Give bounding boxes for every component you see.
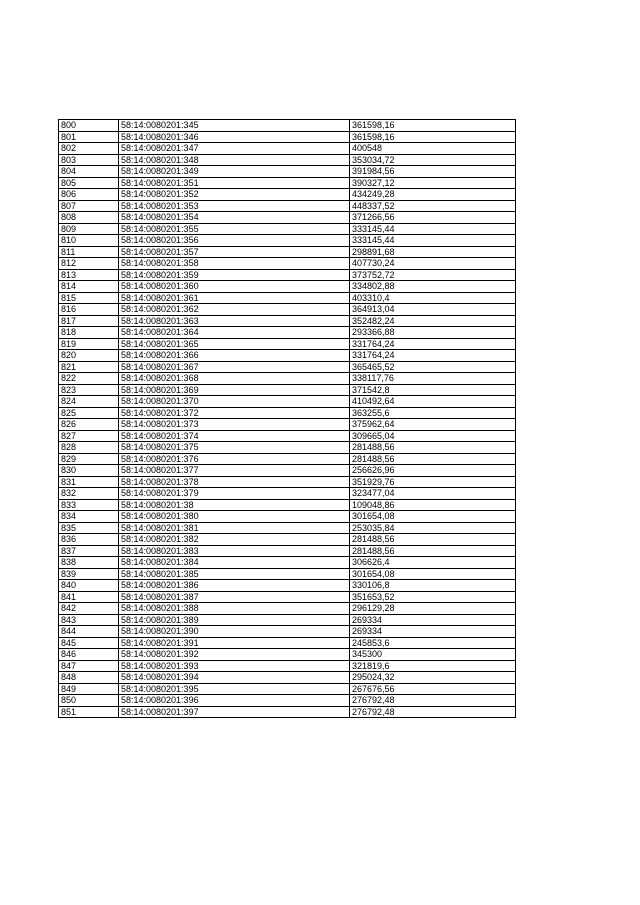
value-cell: 403310,4: [350, 292, 516, 304]
value-cell: 391984,56: [350, 166, 516, 178]
value-cell: 309665,04: [350, 430, 516, 442]
cadastral-number-cell: 58:14:0080201:353: [119, 200, 350, 212]
cadastral-number-cell: 58:14:0080201:382: [119, 534, 350, 546]
row-number-cell: 811: [59, 246, 119, 258]
row-number-cell: 832: [59, 488, 119, 500]
cadastral-number-cell: 58:14:0080201:364: [119, 327, 350, 339]
cadastral-number-cell: 58:14:0080201:358: [119, 258, 350, 270]
row-number-cell: 820: [59, 350, 119, 362]
row-number-cell: 800: [59, 120, 119, 132]
table-row: [59, 442, 516, 454]
value-cell: 375962,64: [350, 419, 516, 431]
cadastral-number-cell: 58:14:0080201:388: [119, 603, 350, 615]
row-number-cell: 824: [59, 396, 119, 408]
row-number-cell: 812: [59, 258, 119, 270]
row-number-cell: 818: [59, 327, 119, 339]
cadastral-number-cell: 58:14:0080201:361: [119, 292, 350, 304]
row-number-cell: 846: [59, 649, 119, 661]
value-cell: 281488,56: [350, 545, 516, 557]
row-number-cell: 840: [59, 580, 119, 592]
value-cell: 353034,72: [350, 154, 516, 166]
value-cell: 371266,56: [350, 212, 516, 224]
cadastral-number-cell: 58:14:0080201:378: [119, 476, 350, 488]
value-cell: 298891,68: [350, 246, 516, 258]
row-number-cell: 825: [59, 407, 119, 419]
value-cell: 363255,6: [350, 407, 516, 419]
value-cell: 400548: [350, 143, 516, 155]
row-number-cell: 828: [59, 442, 119, 454]
cadastral-number-cell: 58:14:0080201:391: [119, 637, 350, 649]
table-row: [59, 568, 516, 580]
row-number-cell: 836: [59, 534, 119, 546]
row-number-cell: 826: [59, 419, 119, 431]
row-number-cell: 844: [59, 626, 119, 638]
cadastral-number-cell: 58:14:0080201:387: [119, 591, 350, 603]
row-number-cell: 842: [59, 603, 119, 615]
row-number-cell: 803: [59, 154, 119, 166]
cadastral-number-cell: 58:14:0080201:368: [119, 373, 350, 385]
value-cell: 333145,44: [350, 223, 516, 235]
table-row: [59, 131, 516, 143]
value-cell: 296129,28: [350, 603, 516, 615]
value-cell: 351929,76: [350, 476, 516, 488]
cadastral-number-cell: 58:14:0080201:345: [119, 120, 350, 132]
cadastral-number-cell: 58:14:0080201:397: [119, 706, 350, 718]
table-row: [59, 453, 516, 465]
row-number-cell: 834: [59, 511, 119, 523]
table-row: [59, 304, 516, 316]
cadastral-number-cell: 58:14:0080201:377: [119, 465, 350, 477]
table-row: [59, 695, 516, 707]
table-row: [59, 396, 516, 408]
table-row: [59, 281, 516, 293]
row-number-cell: 823: [59, 384, 119, 396]
row-number-cell: 849: [59, 683, 119, 695]
cadastral-number-cell: 58:14:0080201:376: [119, 453, 350, 465]
cadastral-number-cell: 58:14:0080201:357: [119, 246, 350, 258]
row-number-cell: 851: [59, 706, 119, 718]
cadastral-number-cell: 58:14:0080201:393: [119, 660, 350, 672]
row-number-cell: 805: [59, 177, 119, 189]
table-row: [59, 430, 516, 442]
value-cell: 306626,4: [350, 557, 516, 569]
row-number-cell: 835: [59, 522, 119, 534]
table-row: [59, 534, 516, 546]
cadastral-number-cell: 58:14:0080201:392: [119, 649, 350, 661]
value-cell: 293366,88: [350, 327, 516, 339]
table-row: [59, 235, 516, 247]
row-number-cell: 814: [59, 281, 119, 293]
cadastral-number-cell: 58:14:0080201:379: [119, 488, 350, 500]
table-row: [59, 419, 516, 431]
value-cell: 410492,64: [350, 396, 516, 408]
row-number-cell: 838: [59, 557, 119, 569]
table-row: [59, 212, 516, 224]
cadastral-number-cell: 58:14:0080201:395: [119, 683, 350, 695]
value-cell: 245853,6: [350, 637, 516, 649]
row-number-cell: 815: [59, 292, 119, 304]
row-number-cell: 819: [59, 338, 119, 350]
cadastral-number-cell: 58:14:0080201:369: [119, 384, 350, 396]
value-cell: 361598,16: [350, 120, 516, 132]
table-row: [59, 603, 516, 615]
value-cell: 334802,88: [350, 281, 516, 293]
cadastral-number-cell: 58:14:0080201:348: [119, 154, 350, 166]
table-row: [59, 269, 516, 281]
row-number-cell: 847: [59, 660, 119, 672]
cadastral-number-cell: 58:14:0080201:394: [119, 672, 350, 684]
cadastral-number-cell: 58:14:0080201:389: [119, 614, 350, 626]
table-row: [59, 223, 516, 235]
value-cell: 352482,24: [350, 315, 516, 327]
table-row: [59, 706, 516, 718]
table-row: [59, 350, 516, 362]
value-cell: 434249,28: [350, 189, 516, 201]
cadastral-number-cell: 58:14:0080201:352: [119, 189, 350, 201]
cadastral-number-cell: 58:14:0080201:370: [119, 396, 350, 408]
cadastral-number-cell: 58:14:0080201:383: [119, 545, 350, 557]
row-number-cell: 831: [59, 476, 119, 488]
value-cell: 365465,52: [350, 361, 516, 373]
value-cell: 323477,04: [350, 488, 516, 500]
value-cell: 253035,84: [350, 522, 516, 534]
table-row: [59, 258, 516, 270]
row-number-cell: 837: [59, 545, 119, 557]
value-cell: 301654,08: [350, 568, 516, 580]
row-number-cell: 807: [59, 200, 119, 212]
row-number-cell: 821: [59, 361, 119, 373]
value-cell: 345300: [350, 649, 516, 661]
value-cell: 390327,12: [350, 177, 516, 189]
cadastral-number-cell: 58:14:0080201:349: [119, 166, 350, 178]
table-row: [59, 522, 516, 534]
value-cell: 448337,52: [350, 200, 516, 212]
value-cell: 331764,24: [350, 350, 516, 362]
row-number-cell: 801: [59, 131, 119, 143]
table-row: [59, 499, 516, 511]
cadastral-number-cell: 58:14:0080201:386: [119, 580, 350, 592]
value-cell: 281488,56: [350, 534, 516, 546]
table-row: [59, 154, 516, 166]
value-cell: 338117,76: [350, 373, 516, 385]
cadastral-number-cell: 58:14:0080201:365: [119, 338, 350, 350]
row-number-cell: 808: [59, 212, 119, 224]
row-number-cell: 827: [59, 430, 119, 442]
value-cell: 371542,8: [350, 384, 516, 396]
row-number-cell: 841: [59, 591, 119, 603]
row-number-cell: 802: [59, 143, 119, 155]
cadastral-number-cell: 58:14:0080201:356: [119, 235, 350, 247]
value-cell: 295024,32: [350, 672, 516, 684]
value-cell: 256626,96: [350, 465, 516, 477]
row-number-cell: 829: [59, 453, 119, 465]
cadastral-number-cell: 58:14:0080201:359: [119, 269, 350, 281]
table-row: [59, 177, 516, 189]
cadastral-number-cell: 58:14:0080201:385: [119, 568, 350, 580]
cadastral-number-cell: 58:14:0080201:372: [119, 407, 350, 419]
value-cell: 281488,56: [350, 453, 516, 465]
cadastral-number-cell: 58:14:0080201:355: [119, 223, 350, 235]
value-cell: 301654,08: [350, 511, 516, 523]
row-number-cell: 804: [59, 166, 119, 178]
cadastral-number-cell: 58:14:0080201:390: [119, 626, 350, 638]
row-number-cell: 850: [59, 695, 119, 707]
table-row: [59, 120, 516, 132]
cadastral-number-cell: 58:14:0080201:354: [119, 212, 350, 224]
value-cell: 330106,8: [350, 580, 516, 592]
value-cell: 361598,16: [350, 131, 516, 143]
cadastral-number-cell: 58:14:0080201:346: [119, 131, 350, 143]
table-row: [59, 488, 516, 500]
table-row: [59, 626, 516, 638]
value-cell: 267676,56: [350, 683, 516, 695]
row-number-cell: 848: [59, 672, 119, 684]
table-row: [59, 649, 516, 661]
table-row: [59, 200, 516, 212]
table-row: [59, 591, 516, 603]
value-cell: 276792,48: [350, 706, 516, 718]
table-row: [59, 338, 516, 350]
table-row: [59, 373, 516, 385]
row-number-cell: 839: [59, 568, 119, 580]
data-table: [58, 119, 516, 718]
table-row: [59, 143, 516, 155]
table-row: [59, 315, 516, 327]
value-cell: 351653,52: [350, 591, 516, 603]
table-row: [59, 614, 516, 626]
cadastral-number-cell: 58:14:0080201:375: [119, 442, 350, 454]
value-cell: 373752,72: [350, 269, 516, 281]
row-number-cell: 817: [59, 315, 119, 327]
cadastral-number-cell: 58:14:0080201:384: [119, 557, 350, 569]
cadastral-number-cell: 58:14:0080201:366: [119, 350, 350, 362]
table-row: [59, 545, 516, 557]
value-cell: 276792,48: [350, 695, 516, 707]
cadastral-number-cell: 58:14:0080201:347: [119, 143, 350, 155]
row-number-cell: 810: [59, 235, 119, 247]
cadastral-number-cell: 58:14:0080201:367: [119, 361, 350, 373]
cadastral-number-cell: 58:14:0080201:381: [119, 522, 350, 534]
table-row: [59, 580, 516, 592]
table-body: [59, 120, 516, 718]
cadastral-number-cell: 58:14:0080201:374: [119, 430, 350, 442]
value-cell: 269334: [350, 626, 516, 638]
row-number-cell: 809: [59, 223, 119, 235]
cadastral-number-cell: 58:14:0080201:380: [119, 511, 350, 523]
cadastral-number-cell: 58:14:0080201:360: [119, 281, 350, 293]
table-row: [59, 557, 516, 569]
row-number-cell: 830: [59, 465, 119, 477]
row-number-cell: 816: [59, 304, 119, 316]
table-row: [59, 683, 516, 695]
value-cell: 321819,6: [350, 660, 516, 672]
row-number-cell: 833: [59, 499, 119, 511]
cadastral-number-cell: 58:14:0080201:373: [119, 419, 350, 431]
value-cell: 333145,44: [350, 235, 516, 247]
value-cell: 407730,24: [350, 258, 516, 270]
table-row: [59, 672, 516, 684]
value-cell: 281488,56: [350, 442, 516, 454]
cadastral-number-cell: 58:14:0080201:362: [119, 304, 350, 316]
cadastral-number-cell: 58:14:0080201:396: [119, 695, 350, 707]
value-cell: 331764,24: [350, 338, 516, 350]
table-row: [59, 637, 516, 649]
cadastral-number-cell: 58:14:0080201:38: [119, 499, 350, 511]
table-row: [59, 511, 516, 523]
table-row: [59, 166, 516, 178]
cadastral-number-cell: 58:14:0080201:363: [119, 315, 350, 327]
row-number-cell: 845: [59, 637, 119, 649]
table-row: [59, 407, 516, 419]
table-row: [59, 476, 516, 488]
table-row: [59, 246, 516, 258]
table-row: [59, 384, 516, 396]
table-row: [59, 327, 516, 339]
table-row: [59, 361, 516, 373]
table-row: [59, 660, 516, 672]
table-row: [59, 292, 516, 304]
row-number-cell: 813: [59, 269, 119, 281]
value-cell: 109048,86: [350, 499, 516, 511]
row-number-cell: 806: [59, 189, 119, 201]
table-row: [59, 189, 516, 201]
table-row: [59, 465, 516, 477]
row-number-cell: 822: [59, 373, 119, 385]
row-number-cell: 843: [59, 614, 119, 626]
value-cell: 269334: [350, 614, 516, 626]
cadastral-number-cell: 58:14:0080201:351: [119, 177, 350, 189]
value-cell: 364913,04: [350, 304, 516, 316]
